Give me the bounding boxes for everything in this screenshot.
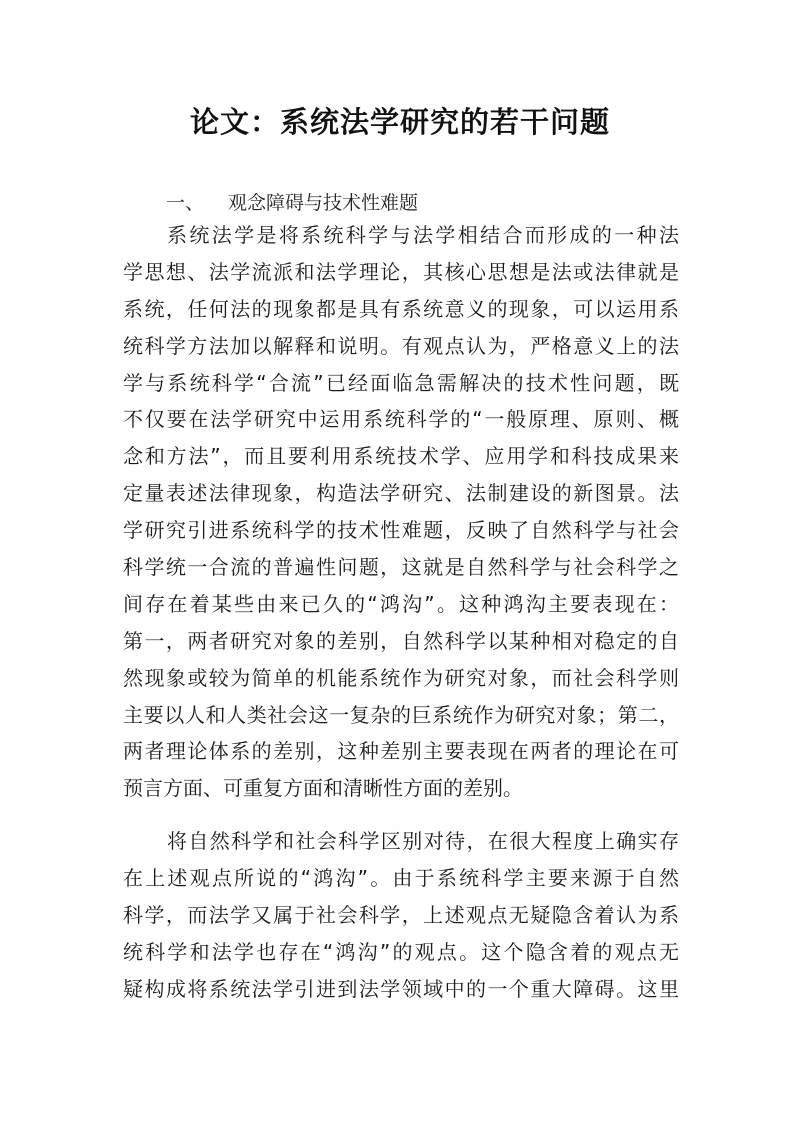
text-line: 念和方法”，而且要利用系统技术学、应用学和科技成果来 [123,444,679,469]
text-line: 间存在着某些由来已久的“鸿沟”。这种鸿沟主要表现在： [123,591,679,616]
paragraph-2 [123,823,679,1007]
text-line: 系统，任何法的现象都是具有系统意义的现象，可以运用系 [123,296,679,321]
section-number: 一、 [166,192,205,214]
text-line: 科学统一合流的普遍性问题，这就是自然科学与社会科学之 [123,555,679,580]
text-line: 学思想、法学流派和法学理论，其核心思想是法或法律就是 [123,259,679,284]
text-line: 主要以人和人类社会这一复杂的巨系统作为研究对象；第二， [123,702,679,727]
section-heading [166,188,418,215]
text-line: 第一，两者研究对象的差别，自然科学以某种相对稳定的自 [123,628,679,653]
text-line: 在上述观点所说的“鸿沟”。由于系统科学主要来源于自然 [123,865,679,890]
text-line: 将自然科学和社会科学区别对待，在很大程度上确实存 [167,829,679,853]
text-line: 学与系统科学“合流”已经面临急需解决的技术性问题，既 [123,370,679,395]
text-line: 两者理论体系的差别，这种差别主要表现在两者的理论在可 [123,739,679,764]
text-line: 定量表述法律现象，构造法学研究、法制建设的新图景。法 [123,481,679,506]
text-line: 疑构成将系统法学引进到法学领域中的一个重大障碍。这里 [123,976,679,1001]
document-title: 论文：系统法学研究的若干问题 [189,105,610,139]
text-line: 统科学和法学也存在“鸿沟”的观点。这个隐含着的观点无 [123,939,679,964]
text-line: 统科学方法加以解释和说明。有观点认为，严格意义上的法 [123,333,679,358]
paragraph-1 [123,217,679,807]
text-line: 学研究引进系统科学的技术性难题，反映了自然科学与社会 [123,518,679,543]
text-line: 科学，而法学又属于社会科学，上述观点无疑隐含着认为系 [123,902,679,927]
text-line: 不仅要在法学研究中运用系统科学的“一般原理、原则、概 [123,407,679,432]
text-line: 预言方面、可重复方面和清晰性方面的差别。 [123,776,523,801]
text-line: 系统法学是将系统科学与法学相结合而形成的一种法 [167,223,679,247]
section-heading-text: 观念障碍与技术性难题 [228,192,419,214]
text-line: 然现象或较为简单的机能系统作为研究对象，而社会科学则 [123,665,679,690]
